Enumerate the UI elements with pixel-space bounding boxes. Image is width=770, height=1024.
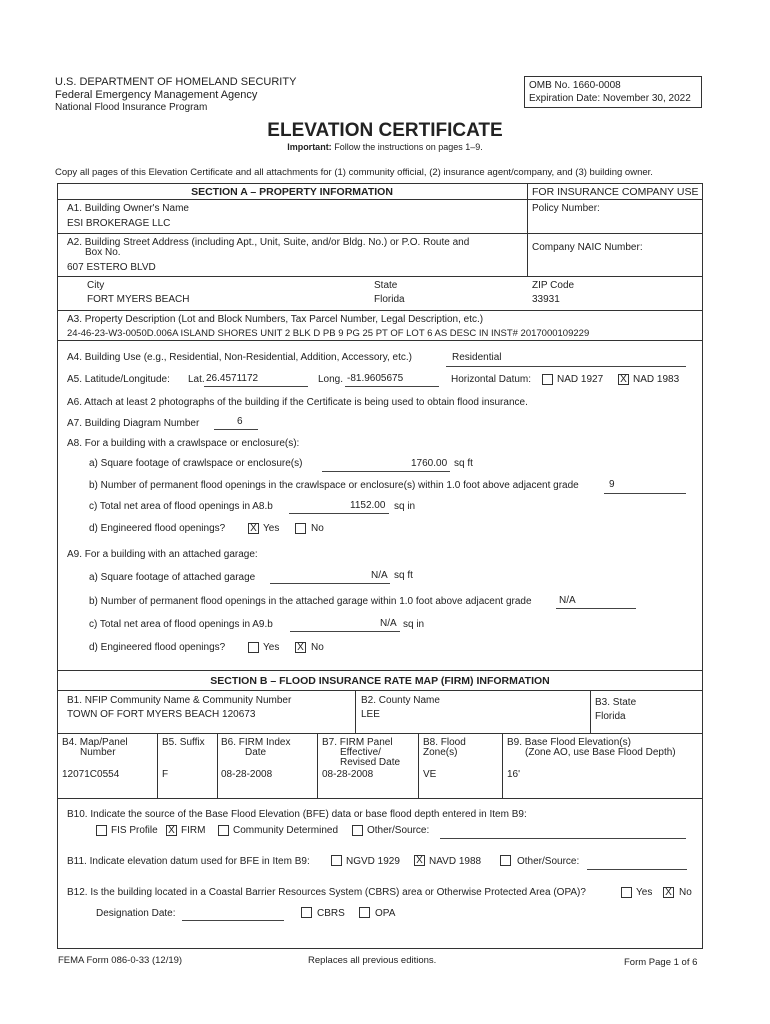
copy-note: Copy all pages of this Elevation Certificate and all attachments for (1) community official, (2) insurance agent/company, and (3) building owner. [55, 167, 653, 178]
b2-label: B2. County Name [361, 695, 440, 706]
a6-label: A6. Attach at least 2 photographs of the building if the Certificate is being used to obtain flood insurance. [67, 397, 528, 408]
ngvd1929-checkbox[interactable] [331, 855, 342, 866]
designation-date-label: Designation Date: [96, 908, 176, 919]
firm-checkbox[interactable]: X [166, 825, 177, 836]
expiration-date: Expiration Date: November 30, 2022 [529, 93, 691, 104]
long-label: Long. [318, 374, 344, 385]
b3-label: B3. State [595, 697, 637, 708]
department-name: U.S. DEPARTMENT OF HOMELAND SECURITY [55, 76, 297, 88]
b8-label-line2: Zone(s) [423, 747, 458, 758]
b5-label: B5. Suffix [162, 737, 205, 748]
b12-no-label: No [679, 887, 692, 898]
a8d-yes-checkbox[interactable]: X [248, 523, 259, 534]
a2-street-address[interactable]: 607 ESTERO BLVD [67, 262, 156, 273]
nad1927-label: NAD 1927 [557, 374, 604, 385]
a9c-value[interactable]: N/A [380, 618, 397, 629]
a9d-yes-label: Yes [263, 642, 280, 653]
a8d-no-checkbox[interactable] [295, 523, 306, 534]
a8c-unit: sq in [394, 501, 416, 512]
zip-value[interactable]: 33931 [532, 294, 560, 305]
opa-label: OPA [375, 908, 396, 919]
a9b-label: b) Number of permanent flood openings in the attached garage within 1.0 foot above adjacent grade [89, 596, 532, 607]
a9c-label: c) Total net area of flood openings in A9.b [89, 619, 273, 630]
b6-firm-index-date[interactable]: 08-28-2008 [221, 769, 273, 780]
community-determined-label: Community Determined [233, 825, 339, 836]
replaces-note: Replaces all previous editions. [308, 955, 437, 966]
b7-label-line1: B7. FIRM Panel [322, 737, 393, 748]
fis-profile-checkbox[interactable] [96, 825, 107, 836]
b5-suffix[interactable]: F [162, 769, 169, 780]
state-label: State [374, 280, 398, 291]
b10-other-source-label: Other/Source: [367, 825, 430, 836]
a9d-yes-checkbox[interactable] [248, 642, 259, 653]
zip-label: ZIP Code [532, 280, 575, 291]
b10-other-source-checkbox[interactable] [352, 825, 363, 836]
ngvd1929-label: NGVD 1929 [346, 856, 400, 867]
nad1983-label: NAD 1983 [633, 374, 680, 385]
b8-label-line1: B8. Flood [423, 737, 466, 748]
policy-number-label: Policy Number: [532, 203, 600, 214]
b9-label-line1: B9. Base Flood Elevation(s) [507, 737, 631, 748]
insurance-use-heading: FOR INSURANCE COMPANY USE [532, 186, 699, 198]
b11-label: B11. Indicate elevation datum used for BFE in Item B9: [67, 856, 310, 867]
a9c-unit: sq in [403, 619, 425, 630]
a9-label: A9. For a building with an attached garage: [67, 549, 258, 560]
a9a-value[interactable]: N/A [371, 570, 388, 581]
a2-label-line1: A2. Building Street Address (including Apt., Unit, Suite, and/or Bldg. No.) or P.O. Route and [67, 237, 470, 248]
b9-base-flood-elevation[interactable]: 16' [507, 769, 521, 780]
a4-label: A4. Building Use (e.g., Residential, Non-Residential, Addition, Accessory, etc.) [67, 352, 412, 363]
navd1988-label: NAVD 1988 [429, 856, 482, 867]
a8b-value[interactable]: 9 [609, 479, 615, 490]
a8a-value[interactable]: 1760.00 [411, 458, 448, 469]
important-text: Follow the instructions on pages 1–9. [334, 142, 483, 152]
b1-label: B1. NFIP Community Name & Community Number [67, 695, 292, 706]
a2-label-line2: Box No. [85, 247, 121, 258]
omb-box [524, 76, 702, 108]
opa-checkbox[interactable] [359, 907, 370, 918]
b6-label-line1: B6. FIRM Index [221, 737, 291, 748]
a8b-label: b) Number of permanent flood openings in the crawlspace or enclosure(s) within 1.0 foot above adjacent grade [89, 480, 579, 491]
b4-map-panel[interactable]: 12071C0554 [62, 769, 120, 780]
program-name: National Flood Insurance Program [55, 102, 208, 113]
a7-diagram-number[interactable]: 6 [237, 416, 243, 427]
a9d-no-checkbox[interactable]: X [295, 642, 306, 653]
navd1988-checkbox[interactable]: X [414, 855, 425, 866]
nad1927-checkbox[interactable] [542, 374, 553, 385]
a4-building-use[interactable]: Residential [452, 352, 502, 363]
b3-state[interactable]: Florida [595, 711, 626, 722]
b4-label-line2: Number [80, 747, 116, 758]
b12-label: B12. Is the building located in a Coastal Barrier Resources System (CBRS) area or Otherwise Protected Area (OPA)? [67, 887, 586, 898]
b12-yes-label: Yes [636, 887, 653, 898]
a9a-unit: sq ft [394, 570, 413, 581]
cbrs-checkbox[interactable] [301, 907, 312, 918]
b7-label-line2: Effective/ [340, 747, 381, 758]
latitude-value[interactable]: 26.4571172 [206, 373, 259, 384]
b8-flood-zone[interactable]: VE [423, 769, 437, 780]
important-note [0, 142, 770, 152]
a8a-label: a) Square footage of crawlspace or enclosure(s) [89, 458, 303, 469]
a8d-no-label: No [311, 523, 324, 534]
fis-profile-label: FIS Profile [111, 825, 158, 836]
important-label: Important: [287, 142, 332, 152]
b9-label-line2: (Zone AO, use Base Flood Depth) [525, 747, 676, 758]
agency-name: Federal Emergency Management Agency [55, 89, 258, 101]
a1-owner-name[interactable]: ESI BROKERAGE LLC [67, 218, 171, 229]
state-value[interactable]: Florida [374, 294, 405, 305]
b11-other-source-checkbox[interactable] [500, 855, 511, 866]
b4-label-line1: B4. Map/Panel [62, 737, 128, 748]
a9d-no-label: No [311, 642, 324, 653]
city-value[interactable]: FORT MYERS BEACH [87, 294, 190, 305]
b7-label-line3: Revised Date [340, 757, 401, 768]
community-determined-checkbox[interactable] [218, 825, 229, 836]
naic-number-label: Company NAIC Number: [532, 242, 643, 253]
b7-firm-panel-date[interactable]: 08-28-2008 [322, 769, 374, 780]
a9a-label: a) Square footage of attached garage [89, 572, 256, 583]
b12-no-checkbox[interactable]: X [663, 887, 674, 898]
a8c-label: c) Total net area of flood openings in A8.b [89, 501, 273, 512]
page-number: Form Page 1 of 6 [624, 957, 698, 968]
b11-other-source-label: Other/Source: [517, 856, 580, 867]
form-id: FEMA Form 086-0-33 (12/19) [58, 955, 183, 966]
a9d-label: d) Engineered flood openings? [89, 642, 226, 653]
a8c-value[interactable]: 1152.00 [350, 500, 386, 511]
section-a-heading: SECTION A – PROPERTY INFORMATION [191, 186, 393, 198]
nad1983-checkbox[interactable]: X [618, 374, 629, 385]
b2-county[interactable]: LEE [361, 709, 380, 720]
firm-label: FIRM [181, 825, 206, 836]
lat-label: Lat. [188, 374, 205, 385]
b1-community[interactable]: TOWN OF FORT MYERS BEACH 120673 [67, 709, 256, 720]
a8a-unit: sq ft [454, 458, 473, 469]
cbrs-label: CBRS [317, 908, 345, 919]
page-title: ELEVATION CERTIFICATE [267, 120, 503, 141]
a3-label: A3. Property Description (Lot and Block Numbers, Tax Parcel Number, Legal Description, etc.) [67, 314, 484, 325]
b10-label: B10. Indicate the source of the Base Flood Elevation (BFE) data or base flood depth entered in Item B9: [67, 809, 527, 820]
city-label: City [87, 280, 105, 291]
a7-label: A7. Building Diagram Number [67, 418, 200, 429]
horizontal-datum-label: Horizontal Datum: [451, 374, 532, 385]
a1-label: A1. Building Owner's Name [67, 203, 189, 214]
a5-label: A5. Latitude/Longitude: [67, 374, 170, 385]
a8d-yes-label: Yes [263, 523, 280, 534]
b6-label-line2: Date [245, 747, 267, 758]
b12-yes-checkbox[interactable] [621, 887, 632, 898]
longitude-value[interactable]: -81.9605675 [347, 373, 404, 384]
a9b-value[interactable]: N/A [559, 595, 576, 606]
a8-label: A8. For a building with a crawlspace or enclosure(s): [67, 438, 300, 449]
omb-number: OMB No. 1660-0008 [529, 80, 621, 91]
a8d-label: d) Engineered flood openings? [89, 523, 226, 534]
section-b-heading: SECTION B – FLOOD INSURANCE RATE MAP (FIRM) INFORMATION [210, 675, 550, 687]
a3-property-description[interactable]: 24-46-23-W3-0050D.006A ISLAND SHORES UNIT 2 BLK D PB 9 PG 25 PT OF LOT 6 AS DESC IN INST# 2017000109229 [67, 328, 590, 339]
